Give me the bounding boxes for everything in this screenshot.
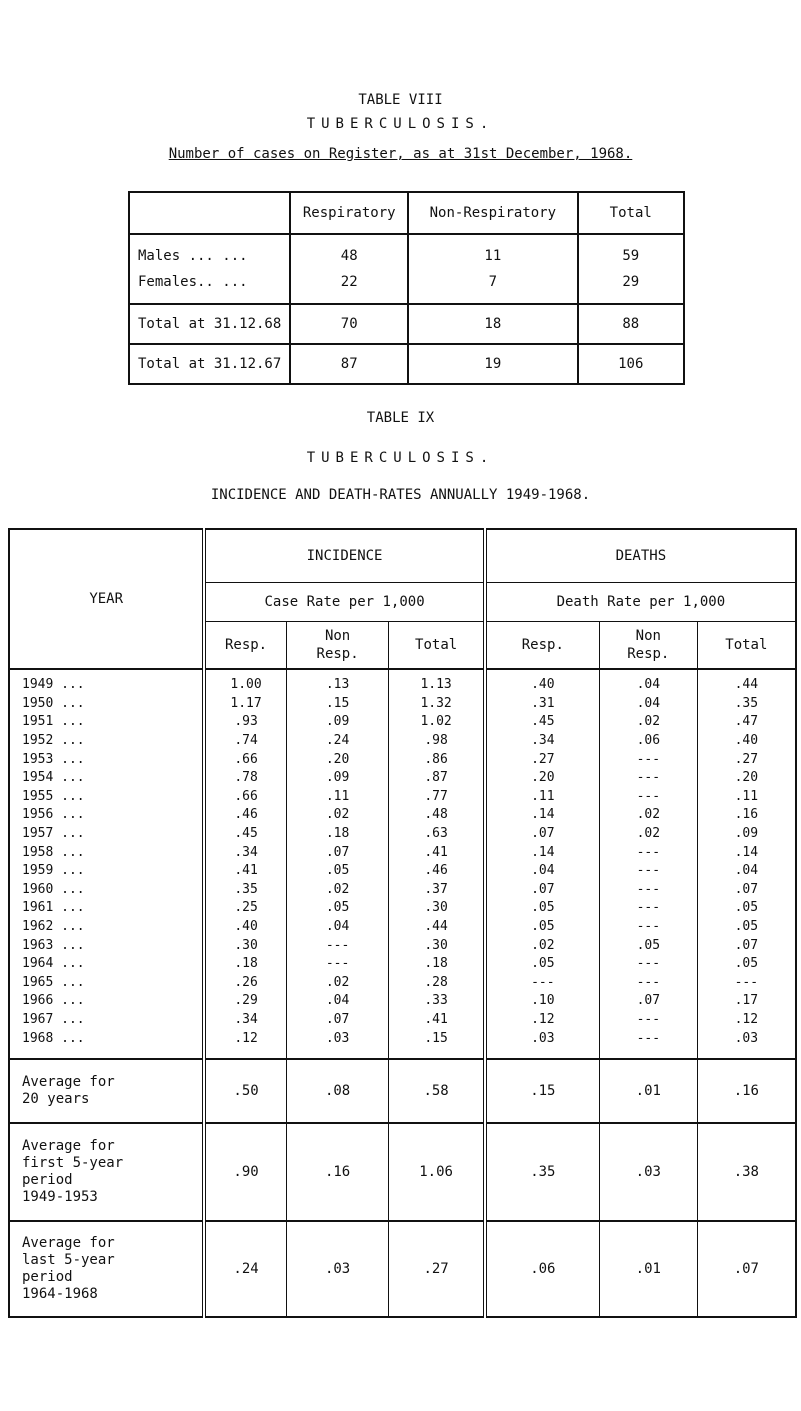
cell: --- [599, 1011, 697, 1030]
cell: .93 [204, 713, 286, 732]
cell: .12 [204, 1029, 286, 1059]
cell: 106 [618, 356, 644, 372]
cell: --- [599, 1029, 697, 1059]
deaths-header: DEATHS [485, 529, 796, 583]
table-8-subtitle: TUBERCULOSIS. [306, 116, 495, 132]
cell: .29 [204, 992, 286, 1011]
table-8-title: TABLE VIII [358, 92, 443, 108]
year-label: 1952 ... [9, 732, 204, 751]
table-9-caption: INCIDENCE AND DEATH-RATES ANNUALLY 1949-1968. [210, 487, 591, 503]
cell: .07 [485, 825, 600, 844]
cell: .30 [204, 936, 286, 955]
cell: .31 [485, 695, 600, 714]
cell: 87 [290, 344, 408, 384]
cell: .77 [389, 788, 485, 807]
incidence-death-rates-table [8, 528, 797, 1318]
table-row [129, 304, 684, 344]
cell: .02 [286, 974, 389, 993]
cell: .10 [485, 992, 600, 1011]
table-row [9, 899, 796, 918]
average-row [9, 1059, 796, 1123]
cell: .35 [734, 695, 759, 711]
cell: .14 [734, 844, 759, 860]
cell: .26 [204, 974, 286, 993]
cell: .27 [389, 1221, 485, 1317]
year-label: 1957 ... [9, 825, 204, 844]
cell: .34 [204, 1011, 286, 1030]
header-cell [286, 622, 389, 670]
cell: .66 [204, 788, 286, 807]
cell: .58 [389, 1059, 485, 1123]
cell: --- [599, 862, 697, 881]
table-row [9, 713, 796, 732]
cell: .14 [485, 806, 600, 825]
cell: .04 [286, 992, 389, 1011]
cell: 48 [290, 234, 408, 269]
cell: .40 [204, 918, 286, 937]
cell: .07 [485, 881, 600, 900]
cell: .03 [697, 1029, 796, 1059]
cell: 18 [408, 304, 577, 344]
row-label: Total at 31.12.68 [129, 304, 290, 344]
cell: .16 [286, 1123, 389, 1221]
cell: .41 [204, 862, 286, 881]
cell: .05 [286, 899, 389, 918]
cell: .11 [734, 788, 759, 804]
cell: --- [599, 899, 697, 918]
table-row [9, 974, 796, 993]
cell: .05 [485, 918, 600, 937]
header-cell [129, 192, 290, 234]
cell: .24 [204, 1221, 286, 1317]
cell: .98 [389, 732, 485, 751]
cell: .05 [734, 919, 759, 935]
year-label: 1965 ... [9, 974, 204, 993]
cell: .74 [204, 732, 286, 751]
average-rows [9, 1059, 796, 1317]
cases-on-register-table [128, 191, 685, 385]
cell: 19 [408, 344, 577, 384]
cell: .02 [599, 825, 697, 844]
cell: .20 [286, 750, 389, 769]
cell: .18 [389, 955, 485, 974]
table-row [9, 732, 796, 751]
table-9-title: TABLE IX [366, 410, 435, 426]
year-label: 1967 ... [9, 1011, 204, 1030]
cell: .05 [734, 900, 759, 916]
average-label-line: Average for [22, 1137, 115, 1154]
cell: .03 [485, 1029, 600, 1059]
cell: .03 [599, 1123, 697, 1221]
cell: --- [286, 936, 389, 955]
cell: .20 [485, 769, 600, 788]
cell: 29 [578, 269, 685, 304]
cell: .04 [599, 695, 697, 714]
cell: .40 [734, 733, 759, 749]
year-label: 1959 ... [9, 862, 204, 881]
cell: .04 [286, 918, 389, 937]
cell: .09 [734, 826, 759, 842]
cell: --- [599, 974, 697, 993]
table-row [9, 843, 796, 862]
table-row [9, 788, 796, 807]
year-label: 1961 ... [9, 899, 204, 918]
average-label-line: 20 years [22, 1090, 90, 1107]
cell: .41 [389, 1011, 485, 1030]
year-header: YEAR [9, 529, 204, 669]
cell: .04 [734, 863, 759, 879]
cell: .01 [599, 1059, 697, 1123]
cell: .02 [599, 713, 697, 732]
table-row [9, 695, 796, 714]
header-text: Resp. [627, 646, 670, 662]
header-cell: Resp. [204, 622, 286, 670]
table-row [9, 769, 796, 788]
cell: .35 [485, 1123, 600, 1221]
cell: .15 [389, 1029, 485, 1059]
year-label: 1966 ... [9, 992, 204, 1011]
cell: .50 [204, 1059, 286, 1123]
cell: .20 [734, 770, 759, 786]
cell: --- [599, 750, 697, 769]
cell: .63 [389, 825, 485, 844]
cell: .38 [697, 1123, 796, 1221]
year-label: 1955 ... [9, 788, 204, 807]
table-row [129, 344, 684, 384]
cell: .35 [204, 881, 286, 900]
cell: .02 [485, 936, 600, 955]
cell: .04 [485, 862, 600, 881]
cell: --- [599, 769, 697, 788]
average-row [9, 1123, 796, 1221]
cell: .05 [286, 862, 389, 881]
average-label [9, 1059, 204, 1123]
table-row [9, 955, 796, 974]
year-rows [9, 669, 796, 1059]
cell: .05 [485, 955, 600, 974]
cell: .02 [286, 806, 389, 825]
year-label: 1964 ... [9, 955, 204, 974]
table-row [9, 1029, 796, 1059]
year-label: 1963 ... [9, 936, 204, 955]
cell: .40 [485, 669, 600, 695]
cell: .27 [734, 751, 759, 767]
average-label-line: 1964-1968 [22, 1285, 98, 1302]
table-row [9, 825, 796, 844]
cell: .24 [286, 732, 389, 751]
cell: .06 [599, 732, 697, 751]
cell: --- [599, 918, 697, 937]
cell: 1.06 [389, 1123, 485, 1221]
header-cell [599, 622, 697, 670]
cell: .01 [599, 1221, 697, 1317]
average-label-line: Average for [22, 1073, 115, 1090]
year-label: 1953 ... [9, 750, 204, 769]
cell: .28 [389, 974, 485, 993]
table-row [9, 750, 796, 769]
cell: .16 [697, 1059, 796, 1123]
death-rate-header: Death Rate per 1,000 [485, 583, 796, 622]
table-8-caption: Number of cases on Register, as at 31st December, 1968. [168, 146, 633, 162]
cell: .07 [286, 843, 389, 862]
table-row [9, 669, 796, 695]
year-label: 1950 ... [9, 695, 204, 714]
table-row [129, 269, 684, 304]
cell: .90 [204, 1123, 286, 1221]
cell: .37 [389, 881, 485, 900]
cell: .30 [389, 936, 485, 955]
header-text: Resp. [316, 646, 359, 662]
cell: .03 [286, 1221, 389, 1317]
cell: 7 [408, 269, 577, 304]
table-row [9, 862, 796, 881]
year-label: 1968 ... [9, 1029, 204, 1059]
cell: .47 [734, 714, 759, 730]
cell: .04 [599, 669, 697, 695]
cell: --- [599, 843, 697, 862]
header-cell: Respiratory [290, 192, 408, 234]
average-row [9, 1221, 796, 1317]
cell: .02 [599, 806, 697, 825]
cell: .44 [734, 677, 759, 693]
average-label-line: period [22, 1268, 73, 1285]
cell: .11 [485, 788, 600, 807]
header-cell: Total [578, 192, 685, 234]
cell: .48 [389, 806, 485, 825]
cell: --- [286, 955, 389, 974]
cell: .09 [286, 713, 389, 732]
cell: .07 [734, 881, 759, 897]
average-label-line: first 5-year [22, 1154, 124, 1171]
average-label-line: Average for [22, 1234, 115, 1251]
table-row [9, 992, 796, 1011]
cell: .34 [485, 732, 600, 751]
cell: .03 [286, 1029, 389, 1059]
cell: .27 [485, 750, 600, 769]
cell: .07 [286, 1011, 389, 1030]
year-label: 1958 ... [9, 843, 204, 862]
average-label-line: last 5-year [22, 1251, 115, 1268]
cell: .02 [286, 881, 389, 900]
cell: --- [599, 881, 697, 900]
table-row [9, 806, 796, 825]
year-label: 1949 ... [9, 669, 204, 695]
row-label: Males ... ... [129, 234, 290, 269]
case-rate-header: Case Rate per 1,000 [204, 583, 484, 622]
cell: .46 [204, 806, 286, 825]
cell: .11 [286, 788, 389, 807]
year-label: 1956 ... [9, 806, 204, 825]
header-cell: Total [389, 622, 485, 670]
cell: .45 [204, 825, 286, 844]
cell: .05 [734, 956, 759, 972]
cell: .09 [286, 769, 389, 788]
table-row [9, 936, 796, 955]
cell: 1.32 [389, 695, 485, 714]
year-label: 1954 ... [9, 769, 204, 788]
cell: .45 [485, 713, 600, 732]
cell: .05 [485, 899, 600, 918]
cell: .13 [286, 669, 389, 695]
cell: 1.02 [389, 713, 485, 732]
cell: .86 [389, 750, 485, 769]
average-label-line: period [22, 1171, 73, 1188]
cell: .06 [485, 1221, 600, 1317]
cell: 1.13 [389, 669, 485, 695]
cell: --- [599, 788, 697, 807]
header-cell: Total [697, 622, 796, 670]
average-label [9, 1123, 204, 1221]
cell: 59 [622, 248, 640, 264]
cell: .87 [389, 769, 485, 788]
cell: .78 [204, 769, 286, 788]
cell: 88 [578, 304, 685, 344]
table-row [9, 1011, 796, 1030]
cell: .17 [734, 993, 759, 1009]
row-label: Females.. ... [129, 269, 290, 304]
cell: .46 [389, 862, 485, 881]
cell: .18 [286, 825, 389, 844]
header-text: Non [324, 628, 351, 644]
table-row [9, 918, 796, 937]
cell: .05 [599, 936, 697, 955]
cell: 22 [290, 269, 408, 304]
cell: .25 [204, 899, 286, 918]
cell: .33 [389, 992, 485, 1011]
cell: .44 [389, 918, 485, 937]
cell: .14 [485, 843, 600, 862]
cell: .12 [734, 1011, 759, 1027]
cell: --- [485, 974, 600, 993]
year-label: 1960 ... [9, 881, 204, 900]
row-label: Total at 31.12.67 [129, 344, 290, 384]
cell: .66 [204, 750, 286, 769]
cell: --- [734, 974, 759, 990]
cell: .08 [286, 1059, 389, 1123]
year-label: 1951 ... [9, 713, 204, 732]
cell: .30 [389, 899, 485, 918]
table-row [129, 234, 684, 269]
cell: --- [599, 955, 697, 974]
year-label: 1962 ... [9, 918, 204, 937]
average-label [9, 1221, 204, 1317]
cell: .07 [599, 992, 697, 1011]
incidence-header: INCIDENCE [204, 529, 484, 583]
cell: .07 [734, 937, 759, 953]
cell: .41 [389, 843, 485, 862]
cell: .12 [485, 1011, 600, 1030]
cell: .15 [485, 1059, 600, 1123]
cell: 70 [290, 304, 408, 344]
table-header-row [129, 192, 684, 234]
cell: .16 [734, 807, 759, 823]
cell: .34 [204, 843, 286, 862]
average-label-line: 1949-1953 [22, 1188, 98, 1205]
header-cell: Resp. [485, 622, 600, 670]
table-row [9, 881, 796, 900]
table-header-row [9, 529, 796, 583]
cell: 1.00 [204, 669, 286, 695]
cell: .07 [733, 1260, 759, 1277]
cell: 1.17 [204, 695, 286, 714]
cell: .15 [286, 695, 389, 714]
cell: 11 [408, 234, 577, 269]
table-9-subtitle: TUBERCULOSIS. [306, 450, 495, 466]
header-cell: Non-Respiratory [408, 192, 577, 234]
header-text: Non [635, 628, 661, 644]
cell: .18 [204, 955, 286, 974]
